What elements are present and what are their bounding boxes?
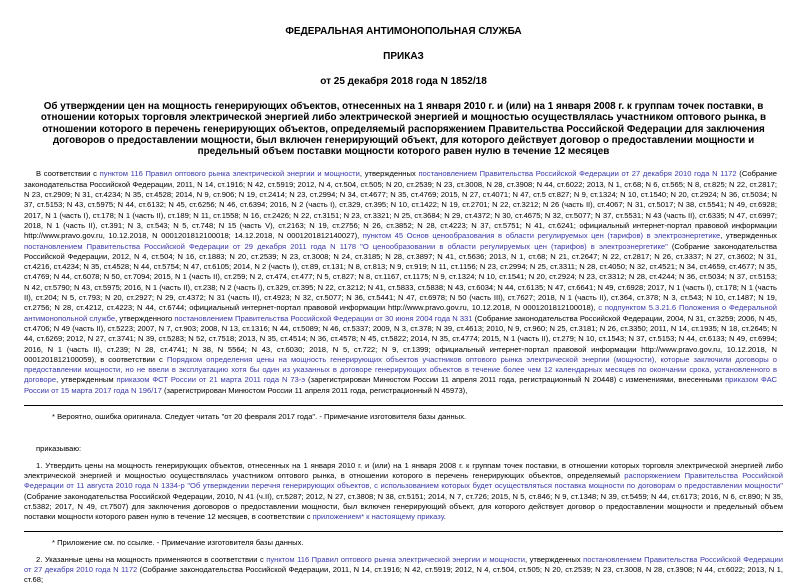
document-title: Об утверждении цен на мощность генерирующих объектов, отнесенных на 1 января 2010 г. и (или) на 1 января 2008 г. к группам точек поставки, в отношении которых торговля электрической энергией либо электрической энергией и мощностью осуществлялась участником оптового рынка, в отношении которого в перечень генерирующих объектов, определяемый распоряжением Правительства Российской Федерации для заключения договоров о предоставлении мощности, был включен генерирующий объект, для которого действует договор о предоставлении мощности и предельный объем поставки мощности которого равен нулю в течение 12 месяцев — [40, 101, 767, 158]
link-prikaz-fst-73e[interactable]: приказом ФСТ России от 21 марта 2011 года N 73-э — [116, 375, 306, 385]
link-pravila-punkt-116-2[interactable]: пунктом 116 Правил оптового рынка электрической энергии и мощности — [266, 554, 525, 564]
preamble-paragraph: В соответствии с пунктом 116 Правил оптового рынка электрической энергии и мощности, утвержденных постановлением Правительства Российской Федерации от 27 декабря 2010 года N 1172 (Собрание законодательства Российской Федерации, 2011, N 14, ст.1916; N 42, ст.5919; 2012, N 4, ст.504, ст.505; N 20, ст.2539; N 23, ст.3008, N 28, ст.3908; N 44, ст.6022; 2013, N 1, ст.68; N 6, ст.565; N 8, ст.825; N 22, ст.2817; N 23, ст.2909; N 31, ст.4234; N 35, ст.4528; 2014, N 9, ст.906; N 19, ст.2414; N 23, ст.2994; N 34, ст.4677; N 35, ст.4769; 2015, N 27, ст.4071; N 47, ст.5 ст.827; N 9, ст.1324; N 10, ст.1540; N 20, ст.2924; N 36, ст.5034; N 37, ст.5153; N 43, ст.5975; N 44, ст.6132; N 45, ст.6256; N 46, ст.6394; 2016, N 2 (часть I), ст.329, ст.395; N 10, ст.1422; N 19, ст.2701; N 22, ст.3212; N 26 (часть II), ст.4067; N 31, ст.5017; N 38, ст.5541; N 49, ст.6928; 2017, N 1 (часть I), ст.178; N 1 (часть II), ст.189; N 11, ст.1558; N 16, ст.2426; N 22, ст.3151; N 23, ст.3321; N 25, ст.3684; N 29, ст.4372; N 30, ст.4675; N 32, ст.5077; N 37, ст.5531; N 43 (часть II), ст.6335; N 47, ст.6997; 2018, N 1 (часть II), ст.391; N 3, ст.543; N 5, ст.748; N 15 (часть V), ст.2163; N 19, ст.2756; N 26, ст.3852; N 28, ст.4223; N 37, ст.5751; N 41, ст.6241; официальный интернет-портал правовой информации http://www.pravo.gov.ru, 10.12.2018, N 0001201812100018; 14.12.2018, N 0001201812140027), пунктом 45 Основ ценообразования в области регулируемых цен (тарифов) в электроэнергетике, утвержденных постановлением Правительства Российской Федерации от 29 декабря 2011 года N 1178 "О ценообразовании в области регулируемых цен (тарифов) в электроэнергетике" (Собрание законодательства Российской Федерации, 2012, N 4, ст.504; N 16, ст.1883; N 20, ст.2539; N 23, ст.3008; N 24, ст.3185; N 28, ст.3897; N 41, ст.5636; 2013, N 1, ст.68; N 21, ст.2647; N 22, ст.2817; N 26, ст.3337; N 27, ст.3602; N 31, ст.4216, ст.4234; N 35, ст.4528; N 44, ст.5754; N 47, ст.6105; 2014, N 2 (часть I), ст.89, ст.131; N 8, ст.813; N 9, ст.919; N 11, ст.1156; N 23, ст.2994; N 25, ст.3311; N 28, ст.4050; N 32, ст.4521; N 34, ст.4659, ст.4677; N 35, ст.4769; N 44, ст.6078; N 50, ст.7094; 2015, N 1 (часть II), ст.259; N 2, ст.474, ст.477; N 5, ст.827; N 8, ст.1167, ст.1175; N 9, ст.1324; N 10, ст.1541; N 20, ст.2924; N 23, ст.3312; N 28, ст.4244; N 36, ст.5034; N 37, ст.5153; N 42, ст.5790; N 43, ст.5975; 2016, N 1 (часть II), ст.238; N 2 (часть I), ст.329, ст.395; N 22, ст.3212; N 41, ст.5833, ст.5838; N 43, ст.6034; N 44, ст.6135; N 47, ст.6641; N 49, ст.6928; 2017, N 1 (часть I), ст.178; N 1 (часть II), ст.204; N 5, ст.793; N 20, ст.2927; N 29, ст.4372; N 31 (часть II), ст.4923; N 32, ст.5077; N 36, ст.5441; N 47, ст.6978; N 50 (часть III), ст.7627; 2018, N 1 (часть II), ст.364, ст.378; N 3, ст.543; N 10, ст.1487; N 19, ст.2756; N 28, ст.4212, ст.4223; N 44, ст.6744; официальный интернет-портал правовой информации http://www.pravo.gov.ru, 10.12.2018, N 0001201812100018), с подпунктом 5.3.21.6 Положения о Федеральной антимонопольной службе, утвержденного постановлением Правительства Российской Федерации от 30 июня 2004 года N 331 (Собрание законодательства Российской Федерации, 2004, N 31, ст.3259; 2006, N 45, ст.4706; N 49 (часть II), ст.5223; 2007, N 7, ст.903; 2008, N 13, ст.1316; N 44, ст.5089; N 46, ст.5337; 2009, N 3, ст.378; N 39, ст.4613; 2010, N 9, ст.960; N 25, ст.3181; N 26, ст.3350; 2011, N 14, ст.1935; N 18, ст.2645; N 44, ст.6269; 2012, N 27, ст.3741; N 39, ст.5283; N 52, ст.7518; 2013, N 35, ст.4514; N 36, ст.4578; N 45, ст.5822; 2014, N 35, ст.4774; 2015, N 1 (часть II), ст.279; N 10, ст.1543; N 37, ст.5153; N 44, ст.6133; N 49, ст.6994; 2016, N 1 (часть II), ст.239; N 28, ст.4741; N 38, N 5564; N 43, ст.6030; 2018, N 5, ст.722; N 9, ст.1399; официальный интернет-портал правовой информации http://www.pravo.gov.ru, 10.12.2018, N 0001201812100059), в соответствии с Порядком определения цены на мощность генерирующих объектов участников оптового рынка электрической энергии (мощности), которые заключили договоры о предоставлении мощности, но не ввели в эксплуатацию хотя бы один из указанных в договоре генерирующих объектов в течение более чем 12 календарных месяцев по окончании срока, установленного в договоре, утвержденным приказом ФСТ России от 21 марта 2011 года N 73-э (зарегистрирован Минюстом России 11 апреля 2011 года, регистрационный N 20448) с изменениями, внесенными приказом ФАС России от 15 марта 2017 года N 196/17 (зарегистрирован Минюстом России 11 апреля 2011 года, регистрационный N 45973), — [24, 169, 777, 395]
item-1-paragraph: 1. Утвердить цены на мощность генерирующих объектов, отнесенных на 1 января 2010 г. и (или) на 1 января 2008 г. к группам точек поставки, в отношении которых торговля электрической энергией либо электрической энергией и мощностью осуществлялась участником оптового рынка, в отношении которого в перечень генерирующих объектов, определяемый распоряжением Правительства Российской Федерации от 11 августа 2010 года N 1334-р "Об утверждении перечня генерирующих объектов, с использованием которых будет осуществляться поставка мощности по договорам о предоставлении мощности" (Собрание законодательства Российской Федерации, 2010, N 41 (ч.II), ст.5287; 2012, N 27, ст.3808; N 38, ст.5151; 2014, N 7, ст.726; 2015, N 5, ст.846; N 9, ст.1348; N 39, ст.5459; N 44, ст.6173; 2016, N 6, ст.890; N 35, ст.5382; 2017, N 49, ст.7507) для заключения договоров о предоставлении мощности, был включен генерирующий объект, для которого действует договор о предоставлении мощности и предельный объем поставки мощности которого равен нулю в течение 12 месяцев, в соответствии с приложением* к настоящему приказу. — [24, 460, 783, 522]
link-polozhenie-fas[interactable]: с подпунктом 5.3.21.6 Положения о Федеральной антимонопольной службе — [24, 303, 777, 323]
link-postanovlenie-1172-2[interactable]: постановлением Правительства Российской Федерации от 27 декабря 2010 года N 1172 — [24, 554, 783, 574]
date-number-heading: от 25 декабря 2018 года N 1852/18 — [320, 76, 487, 87]
footnote-appendix-note: * Приложение см. по ссылке. - Примечание изготовителя базы данных. — [52, 538, 304, 548]
link-prilozhenie[interactable]: приложением* к настоящему приказу — [312, 512, 444, 522]
link-osnovy-punkt-45[interactable]: пунктом 45 Основ ценообразования в области регулируемых цен (тарифов) в электроэнергетике — [362, 231, 721, 241]
organization-heading: ФЕДЕРАЛЬНАЯ АНТИМОНОПОЛЬНАЯ СЛУЖБА — [285, 26, 522, 37]
link-rasporyazhenie-1334r[interactable]: распоряжением Правительства Российской Федерации от 11 августа 2010 года N 1334-р "Об утверждении перечня генерирующих объектов, с использованием которых будет осуществляться поставка мощности по договорам о предоставлении мощности" — [24, 470, 783, 491]
link-postanovlenie-331[interactable]: постановлением Правительства Российской Федерации от 30 июня 2004 года N 331 — [174, 313, 473, 323]
link-poryadok-ceny[interactable]: Порядком определения цены на мощность генерирующих объектов участников оптового рынка электрической энергии (мощности), которые заключили договоры о предоставлении мощности, но не ввели в эксплуатацию хотя бы один из указанных в договоре генерирующих объектов в течение более чем 12 календарных месяцев по окончании срока, установленного в договоре — [24, 354, 777, 385]
link-postanovlenie-1178[interactable]: постановлением Правительства Российской Федерации от 29 декабря 2011 года N 1178 "О ценообразовании в области регулируемых цен (тарифов) в электроэнергетике" — [24, 241, 668, 251]
footnote-divider — [24, 405, 783, 406]
prikazyvaiu-text: приказываю: — [36, 444, 82, 454]
item-2-paragraph: 2. Указанные цены на мощность применяются в соответствии с пунктом 116 Правил оптового рынка электрической энергии и мощности, утвержденных постановлением Правительства Российской Федерации от 27 декабря 2010 года N 1172 (Собрание законодательства Российской Федерации, 2011, N 14, ст.1916; N 42, ст.5919; 2012, N 4, ст.504, ст.505; N 20, ст.2539; N 23, ст.3008, N 28, ст.3908; N 44, ст.6022; 2013, N 1, ст.68; — [24, 554, 783, 585]
footnote-editor-note: * Вероятно, ошибка оригинала. Следует читать "от 20 февраля 2017 года". - Примечание изготовителя базы данных. — [52, 412, 467, 422]
link-prikaz-fas-196[interactable]: приказом ФАС России от 15 марта 2017 года N 196/17 — [24, 375, 777, 395]
footnote-divider-2 — [24, 531, 783, 532]
link-postanovlenie-1172[interactable]: постановлением Правительства Российской Федерации от 27 декабря 2010 года N 1172 — [418, 169, 737, 179]
link-pravila-punkt-116[interactable]: пунктом 116 Правил оптового рынка электрической энергии и мощности — [99, 169, 360, 179]
doc-type-heading: ПРИКАЗ — [383, 51, 424, 62]
